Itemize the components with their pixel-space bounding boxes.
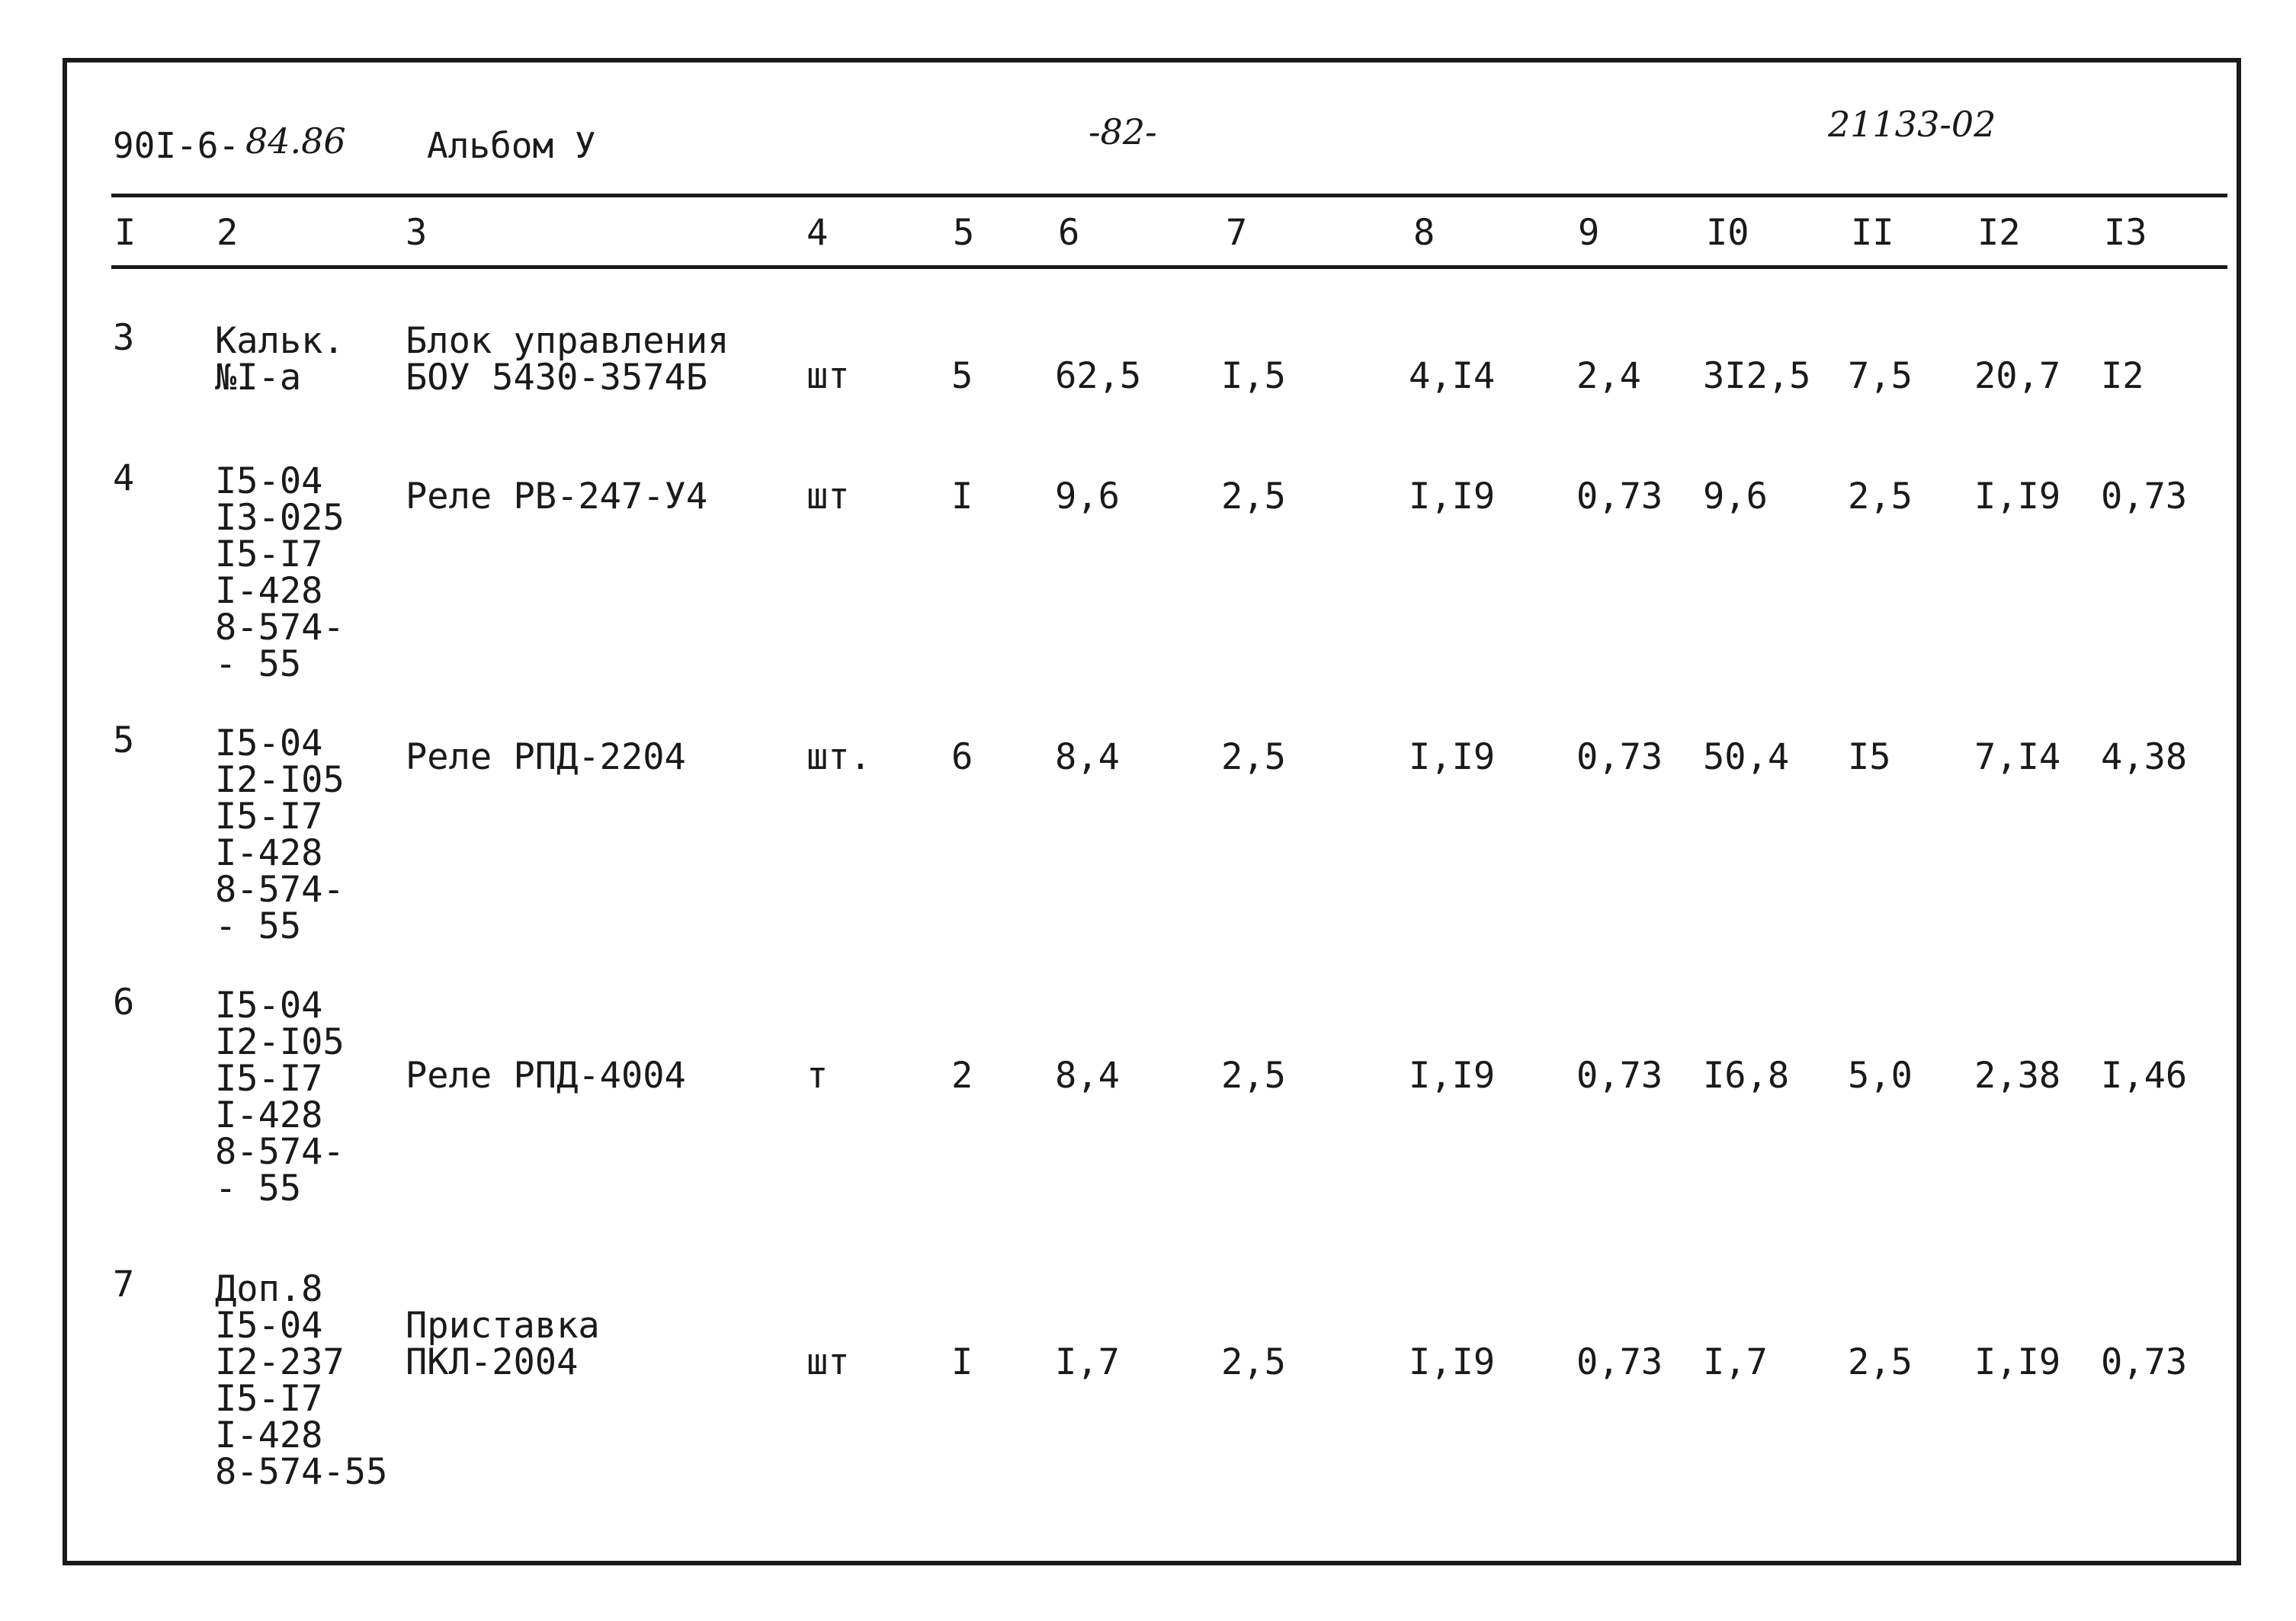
row-number: 7 bbox=[113, 1264, 135, 1305]
row-col12: I,I9 bbox=[1974, 1341, 2061, 1383]
row-quantity: 2 bbox=[951, 1055, 973, 1097]
col-number-10: I0 bbox=[1706, 212, 1749, 254]
row-col11: 7,5 bbox=[1848, 355, 1913, 397]
row-col11: 2,5 bbox=[1848, 476, 1913, 517]
album-title: Альбом У bbox=[427, 125, 596, 166]
row-quantity: I bbox=[951, 476, 973, 517]
col-number-12: I2 bbox=[1977, 212, 2021, 254]
col-number-3: 3 bbox=[406, 212, 428, 254]
row-col8: 4,I4 bbox=[1409, 355, 1496, 397]
row-unit: т bbox=[806, 1055, 829, 1097]
col-number-7: 7 bbox=[1226, 212, 1248, 254]
row-col8: I,I9 bbox=[1409, 476, 1496, 517]
row-col12: 2,38 bbox=[1974, 1055, 2061, 1097]
row-col13: 0,73 bbox=[2101, 1341, 2188, 1383]
row-unit: шт bbox=[806, 476, 850, 517]
header-rule-bottom bbox=[111, 265, 2227, 269]
row-col9: 0,73 bbox=[1576, 1341, 1663, 1383]
row-col9: 2,4 bbox=[1576, 355, 1641, 397]
row-col9: 0,73 bbox=[1576, 736, 1663, 778]
row-reference: I5-04 I2-I05 I5-I7 I-428 8-574- - 55 bbox=[215, 722, 345, 947]
doc-code: 21133-02 bbox=[1828, 104, 1996, 145]
row-quantity: 5 bbox=[951, 355, 973, 397]
row-col6: I,7 bbox=[1055, 1341, 1120, 1383]
row-col10: 50,4 bbox=[1703, 736, 1790, 778]
row-col7: I,5 bbox=[1221, 355, 1286, 397]
row-col7: 2,5 bbox=[1221, 736, 1286, 778]
row-quantity: I bbox=[951, 1341, 973, 1383]
row-col11: I5 bbox=[1848, 736, 1891, 778]
page-number: -82- bbox=[1089, 111, 1157, 152]
row-col13: I2 bbox=[2101, 355, 2144, 397]
row-col10: I,7 bbox=[1703, 1341, 1768, 1383]
header-rule-top bbox=[111, 194, 2227, 197]
row-number: 5 bbox=[113, 719, 135, 761]
row-number: 6 bbox=[113, 982, 135, 1024]
row-col7: 2,5 bbox=[1221, 476, 1286, 517]
row-col7: 2,5 bbox=[1221, 1341, 1286, 1383]
col-number-1: I bbox=[114, 212, 136, 254]
row-unit: шт bbox=[806, 355, 850, 397]
row-col13: 4,38 bbox=[2101, 736, 2188, 778]
row-col11: 2,5 bbox=[1848, 1341, 1913, 1383]
row-item-name: Приставка ПКЛ-2004 bbox=[406, 1305, 600, 1383]
col-number-8: 8 bbox=[1413, 212, 1435, 254]
row-number: 4 bbox=[113, 457, 135, 499]
row-item-name: Реле РВ-247-У4 bbox=[406, 476, 708, 517]
series-prefix: 90I-6- bbox=[113, 125, 240, 166]
row-col10: 3I2,5 bbox=[1703, 355, 1811, 397]
row-item-name: Реле РПД-4004 bbox=[406, 1055, 686, 1097]
row-col10: I6,8 bbox=[1703, 1055, 1790, 1097]
col-number-9: 9 bbox=[1578, 212, 1600, 254]
col-number-2: 2 bbox=[216, 212, 239, 254]
row-col6: 8,4 bbox=[1055, 736, 1120, 778]
row-col9: 0,73 bbox=[1576, 1055, 1663, 1097]
row-col12: I,I9 bbox=[1974, 476, 2061, 517]
row-col10: 9,6 bbox=[1703, 476, 1768, 517]
row-col12: 7,I4 bbox=[1974, 736, 2061, 778]
row-col6: 9,6 bbox=[1055, 476, 1120, 517]
row-col13: 0,73 bbox=[2101, 476, 2188, 517]
row-quantity: 6 bbox=[951, 736, 973, 778]
row-col6: 8,4 bbox=[1055, 1055, 1120, 1097]
row-reference: I5-04 I3-025 I5-I7 I-428 8-574- - 55 bbox=[215, 460, 345, 685]
row-number: 3 bbox=[113, 317, 135, 359]
row-col11: 5,0 bbox=[1848, 1055, 1913, 1097]
row-item-name: Реле РПД-2204 bbox=[406, 736, 686, 778]
col-number-11: II bbox=[1851, 212, 1894, 254]
row-reference: I5-04 I2-I05 I5-I7 I-428 8-574- - 55 bbox=[215, 985, 345, 1209]
row-item-name: Блок управления БОУ 5430-3574Б bbox=[406, 320, 730, 399]
col-number-5: 5 bbox=[953, 212, 975, 254]
row-col6: 62,5 bbox=[1055, 355, 1142, 397]
row-col12: 20,7 bbox=[1974, 355, 2061, 397]
row-col13: I,46 bbox=[2101, 1055, 2188, 1097]
col-number-13: I3 bbox=[2104, 212, 2147, 254]
row-col8: I,I9 bbox=[1409, 1341, 1496, 1383]
row-col9: 0,73 bbox=[1576, 476, 1663, 517]
row-col8: I,I9 bbox=[1409, 736, 1496, 778]
col-number-6: 6 bbox=[1058, 212, 1080, 254]
col-number-4: 4 bbox=[806, 212, 829, 254]
series-handwritten: 84.86 bbox=[245, 120, 346, 162]
row-unit: шт bbox=[806, 1341, 850, 1383]
row-col8: I,I9 bbox=[1409, 1055, 1496, 1097]
document-frame bbox=[63, 58, 2241, 1565]
row-reference: Доп.8 I5-04 I2-237 I5-I7 I-428 8-574-55 bbox=[215, 1268, 388, 1493]
row-unit: шт. bbox=[806, 736, 871, 778]
row-reference: Кальк. №I-а bbox=[215, 320, 345, 399]
row-col7: 2,5 bbox=[1221, 1055, 1286, 1097]
